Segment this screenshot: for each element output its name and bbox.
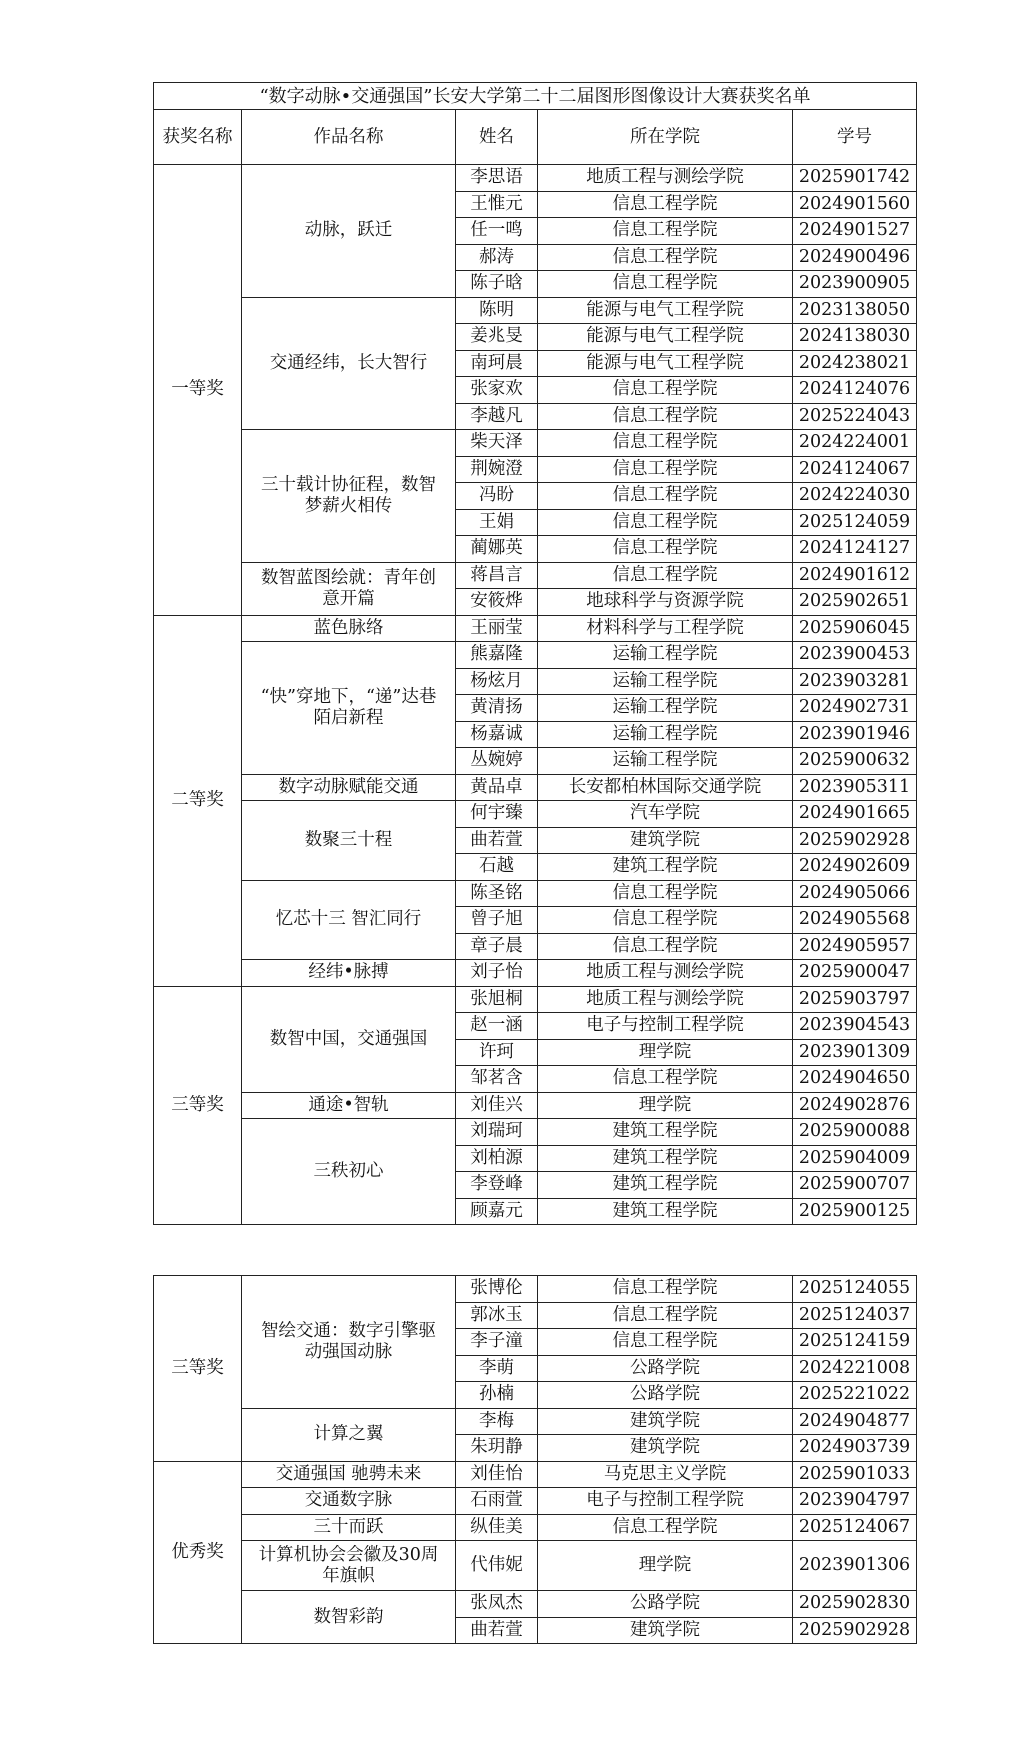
student-id-cell: 2025124055: [793, 1276, 917, 1303]
header-college: 所在学院: [538, 110, 793, 165]
student-id-cell: 2024905568: [793, 907, 917, 934]
college-cell: 信息工程学院: [538, 430, 793, 457]
work-title-cell: 数字动脉赋能交通: [242, 774, 456, 801]
student-id-cell: 2023138050: [793, 297, 917, 324]
student-name-cell: 李萌: [456, 1355, 538, 1382]
table-row: [154, 1119, 917, 1146]
student-name-cell: 刘佳兴: [456, 1092, 538, 1119]
student-id-cell: 2023903281: [793, 668, 917, 695]
student-name-cell: 王娟: [456, 509, 538, 536]
work-title-cell: 通途•智轨: [242, 1092, 456, 1119]
student-name-cell: 姜兆旻: [456, 324, 538, 351]
student-name-cell: 黄清扬: [456, 695, 538, 722]
student-name-cell: 冯盼: [456, 483, 538, 510]
table-row: [154, 1488, 917, 1515]
college-cell: 公路学院: [538, 1591, 793, 1618]
college-cell: 信息工程学院: [538, 456, 793, 483]
student-name-cell: 张凤杰: [456, 1591, 538, 1618]
student-id-cell: 2023901946: [793, 721, 917, 748]
student-id-cell: 2025124159: [793, 1329, 917, 1356]
college-cell: 电子与控制工程学院: [538, 1013, 793, 1040]
college-cell: 信息工程学院: [538, 1329, 793, 1356]
college-cell: 信息工程学院: [538, 1276, 793, 1303]
student-name-cell: 石雨萱: [456, 1488, 538, 1515]
work-title-cell: 计算之翼: [242, 1408, 456, 1461]
student-id-cell: 2025901742: [793, 165, 917, 192]
table-row: [154, 986, 917, 1013]
student-id-cell: 2025906045: [793, 615, 917, 642]
work-title-cell: 计算机协会会徽及30周年旗帜: [242, 1541, 456, 1591]
college-cell: 建筑学院: [538, 1435, 793, 1462]
college-cell: 信息工程学院: [538, 562, 793, 589]
award-level-cell: 三等奖: [154, 1276, 242, 1462]
college-cell: 信息工程学院: [538, 483, 793, 510]
header-award: 获奖名称: [154, 110, 242, 165]
student-name-cell: 曲若萱: [456, 1617, 538, 1644]
student-name-cell: 曾子旭: [456, 907, 538, 934]
work-title-cell: 数智中国，交通强国: [242, 986, 456, 1092]
table-row: [154, 1276, 917, 1303]
student-id-cell: 2024224001: [793, 430, 917, 457]
student-id-cell: 2024124127: [793, 536, 917, 563]
header-row: [154, 110, 917, 165]
work-title-cell: 三十载计协征程，数智梦薪火相传: [242, 430, 456, 563]
student-name-cell: 石越: [456, 854, 538, 881]
table-row: [154, 615, 917, 642]
award-table-part-1: [153, 82, 917, 1225]
student-id-cell: 2025124067: [793, 1514, 917, 1541]
table-row: [154, 1461, 917, 1488]
college-cell: 公路学院: [538, 1355, 793, 1382]
student-name-cell: 陈圣铭: [456, 880, 538, 907]
student-id-cell: 2023901306: [793, 1541, 917, 1591]
college-cell: 地球科学与资源学院: [538, 589, 793, 616]
college-cell: 电子与控制工程学院: [538, 1488, 793, 1515]
student-id-cell: 2023900905: [793, 271, 917, 298]
college-cell: 建筑学院: [538, 827, 793, 854]
student-id-cell: 2024138030: [793, 324, 917, 351]
student-name-cell: 孙楠: [456, 1382, 538, 1409]
college-cell: 理学院: [538, 1541, 793, 1591]
college-cell: 地质工程与测绘学院: [538, 986, 793, 1013]
student-name-cell: 熊嘉隆: [456, 642, 538, 669]
student-name-cell: 李越凡: [456, 403, 538, 430]
college-cell: 信息工程学院: [538, 880, 793, 907]
award-level-cell: 一等奖: [154, 165, 242, 616]
college-cell: 能源与电气工程学院: [538, 324, 793, 351]
table-row: [154, 562, 917, 589]
table-row: [154, 1408, 917, 1435]
student-id-cell: 2025903797: [793, 986, 917, 1013]
table-row: [154, 880, 917, 907]
student-id-cell: 2023904797: [793, 1488, 917, 1515]
student-id-cell: 2025902928: [793, 827, 917, 854]
student-id-cell: 2024902731: [793, 695, 917, 722]
student-name-cell: 张博伦: [456, 1276, 538, 1303]
college-cell: 信息工程学院: [538, 377, 793, 404]
work-title-cell: 数聚三十程: [242, 801, 456, 881]
student-id-cell: 2025900707: [793, 1172, 917, 1199]
student-name-cell: 黄品卓: [456, 774, 538, 801]
student-id-cell: 2023900453: [793, 642, 917, 669]
work-title-cell: 动脉，跃迁: [242, 165, 456, 298]
student-name-cell: 荆婉澄: [456, 456, 538, 483]
work-title-cell: 三秩初心: [242, 1119, 456, 1225]
student-name-cell: 蒋昌言: [456, 562, 538, 589]
table-row: [154, 1541, 917, 1591]
student-name-cell: 赵一涵: [456, 1013, 538, 1040]
student-name-cell: 许珂: [456, 1039, 538, 1066]
college-cell: 建筑学院: [538, 1408, 793, 1435]
student-name-cell: 顾嘉元: [456, 1198, 538, 1225]
student-name-cell: 刘瑞珂: [456, 1119, 538, 1146]
student-id-cell: 2024221008: [793, 1355, 917, 1382]
table-row: [154, 1591, 917, 1618]
college-cell: 信息工程学院: [538, 244, 793, 271]
college-cell: 信息工程学院: [538, 403, 793, 430]
student-id-cell: 2025224043: [793, 403, 917, 430]
college-cell: 建筑学院: [538, 1617, 793, 1644]
student-id-cell: 2025124059: [793, 509, 917, 536]
student-id-cell: 2024238021: [793, 350, 917, 377]
college-cell: 信息工程学院: [538, 191, 793, 218]
college-cell: 运输工程学院: [538, 748, 793, 775]
header-work: 作品名称: [242, 110, 456, 165]
table-row: [154, 801, 917, 828]
college-cell: 建筑工程学院: [538, 1145, 793, 1172]
student-name-cell: 李登峰: [456, 1172, 538, 1199]
student-id-cell: 2024124067: [793, 456, 917, 483]
student-id-cell: 2024901560: [793, 191, 917, 218]
work-title-cell: 交通数字脉: [242, 1488, 456, 1515]
student-id-cell: 2025221022: [793, 1382, 917, 1409]
student-id-cell: 2024905066: [793, 880, 917, 907]
table-row: [154, 297, 917, 324]
table-body: [154, 1276, 917, 1644]
student-name-cell: 代伟妮: [456, 1541, 538, 1591]
table-row: [154, 642, 917, 669]
college-cell: 地质工程与测绘学院: [538, 165, 793, 192]
header-id: 学号: [793, 110, 917, 165]
college-cell: 信息工程学院: [538, 271, 793, 298]
student-name-cell: 任一鸣: [456, 218, 538, 245]
table-body: [154, 165, 917, 1225]
table-row: [154, 430, 917, 457]
student-id-cell: 2024904877: [793, 1408, 917, 1435]
student-id-cell: 2023905311: [793, 774, 917, 801]
college-cell: 运输工程学院: [538, 695, 793, 722]
student-name-cell: 李梅: [456, 1408, 538, 1435]
student-name-cell: 安筱烨: [456, 589, 538, 616]
college-cell: 信息工程学院: [538, 218, 793, 245]
student-name-cell: 郝涛: [456, 244, 538, 271]
college-cell: 材料科学与工程学院: [538, 615, 793, 642]
work-title-cell: 三十而跃: [242, 1514, 456, 1541]
college-cell: 理学院: [538, 1039, 793, 1066]
college-cell: 建筑工程学院: [538, 854, 793, 881]
college-cell: 能源与电气工程学院: [538, 350, 793, 377]
table-row: [154, 960, 917, 987]
table-row: [154, 774, 917, 801]
student-id-cell: 2024224030: [793, 483, 917, 510]
college-cell: 长安都柏林国际交通学院: [538, 774, 793, 801]
college-cell: 信息工程学院: [538, 907, 793, 934]
student-name-cell: 章子晨: [456, 933, 538, 960]
college-cell: 信息工程学院: [538, 1302, 793, 1329]
student-id-cell: 2025900125: [793, 1198, 917, 1225]
college-cell: 能源与电气工程学院: [538, 297, 793, 324]
student-id-cell: 2025124037: [793, 1302, 917, 1329]
work-title-cell: “快”穿地下，“递”达巷陌启新程: [242, 642, 456, 775]
student-id-cell: 2025902830: [793, 1591, 917, 1618]
student-id-cell: 2024905957: [793, 933, 917, 960]
student-id-cell: 2024901665: [793, 801, 917, 828]
college-cell: 运输工程学院: [538, 642, 793, 669]
student-id-cell: 2025900088: [793, 1119, 917, 1146]
student-name-cell: 杨炫月: [456, 668, 538, 695]
student-name-cell: 李子潼: [456, 1329, 538, 1356]
student-name-cell: 陈明: [456, 297, 538, 324]
student-id-cell: 2025902651: [793, 589, 917, 616]
table-row: [154, 1092, 917, 1119]
student-name-cell: 陈子晗: [456, 271, 538, 298]
college-cell: 马克思主义学院: [538, 1461, 793, 1488]
college-cell: 运输工程学院: [538, 721, 793, 748]
college-cell: 理学院: [538, 1092, 793, 1119]
student-name-cell: 郭冰玉: [456, 1302, 538, 1329]
student-id-cell: 2024900496: [793, 244, 917, 271]
student-name-cell: 李思语: [456, 165, 538, 192]
work-title-cell: 智绘交通：数字引擎驱动强国动脉: [242, 1276, 456, 1409]
college-cell: 信息工程学院: [538, 1066, 793, 1093]
student-id-cell: 2023901309: [793, 1039, 917, 1066]
student-name-cell: 刘子怡: [456, 960, 538, 987]
college-cell: 汽车学院: [538, 801, 793, 828]
header-name: 姓名: [456, 110, 538, 165]
student-name-cell: 蔺娜英: [456, 536, 538, 563]
student-name-cell: 王惟元: [456, 191, 538, 218]
college-cell: 建筑工程学院: [538, 1198, 793, 1225]
student-name-cell: 杨嘉诚: [456, 721, 538, 748]
student-name-cell: 邹茗含: [456, 1066, 538, 1093]
work-title-cell: 数智蓝图绘就：青年创意开篇: [242, 562, 456, 615]
work-title-cell: 经纬•脉搏: [242, 960, 456, 987]
student-id-cell: 2025900632: [793, 748, 917, 775]
student-name-cell: 王丽莹: [456, 615, 538, 642]
student-id-cell: 2025900047: [793, 960, 917, 987]
student-id-cell: 2025901033: [793, 1461, 917, 1488]
work-title-cell: 交通经纬，长大智行: [242, 297, 456, 430]
college-cell: 信息工程学院: [538, 509, 793, 536]
student-id-cell: 2025904009: [793, 1145, 917, 1172]
student-id-cell: 2024901527: [793, 218, 917, 245]
student-name-cell: 曲若萱: [456, 827, 538, 854]
college-cell: 建筑工程学院: [538, 1119, 793, 1146]
college-cell: 信息工程学院: [538, 933, 793, 960]
table-title: “数字动脉•交通强国”长安大学第二十二届图形图像设计大赛获奖名单: [154, 83, 917, 110]
work-title-cell: 蓝色脉络: [242, 615, 456, 642]
college-cell: 地质工程与测绘学院: [538, 960, 793, 987]
student-name-cell: 刘佳怡: [456, 1461, 538, 1488]
college-cell: 信息工程学院: [538, 536, 793, 563]
college-cell: 运输工程学院: [538, 668, 793, 695]
college-cell: 信息工程学院: [538, 1514, 793, 1541]
table-row: [154, 1514, 917, 1541]
college-cell: 公路学院: [538, 1382, 793, 1409]
student-name-cell: 柴天泽: [456, 430, 538, 457]
student-name-cell: 丛婉婷: [456, 748, 538, 775]
student-id-cell: 2024901612: [793, 562, 917, 589]
student-id-cell: 2024904650: [793, 1066, 917, 1093]
award-level-cell: 三等奖: [154, 986, 242, 1225]
work-title-cell: 数智彩韵: [242, 1591, 456, 1644]
student-name-cell: 张家欢: [456, 377, 538, 404]
student-id-cell: 2024902609: [793, 854, 917, 881]
student-name-cell: 朱玥静: [456, 1435, 538, 1462]
table-row: [154, 165, 917, 192]
student-id-cell: 2024124076: [793, 377, 917, 404]
student-id-cell: 2024902876: [793, 1092, 917, 1119]
award-table-part-2: [153, 1275, 917, 1644]
student-id-cell: 2024903739: [793, 1435, 917, 1462]
student-name-cell: 张旭桐: [456, 986, 538, 1013]
work-title-cell: 忆芯十三 智汇同行: [242, 880, 456, 960]
student-name-cell: 南珂晨: [456, 350, 538, 377]
student-name-cell: 刘柏源: [456, 1145, 538, 1172]
award-level-cell: 二等奖: [154, 615, 242, 986]
award-level-cell: 优秀奖: [154, 1461, 242, 1644]
student-name-cell: 纵佳美: [456, 1514, 538, 1541]
student-id-cell: 2023904543: [793, 1013, 917, 1040]
student-id-cell: 2025902928: [793, 1617, 917, 1644]
college-cell: 建筑工程学院: [538, 1172, 793, 1199]
student-name-cell: 何宇臻: [456, 801, 538, 828]
work-title-cell: 交通强国 驰骋未来: [242, 1461, 456, 1488]
